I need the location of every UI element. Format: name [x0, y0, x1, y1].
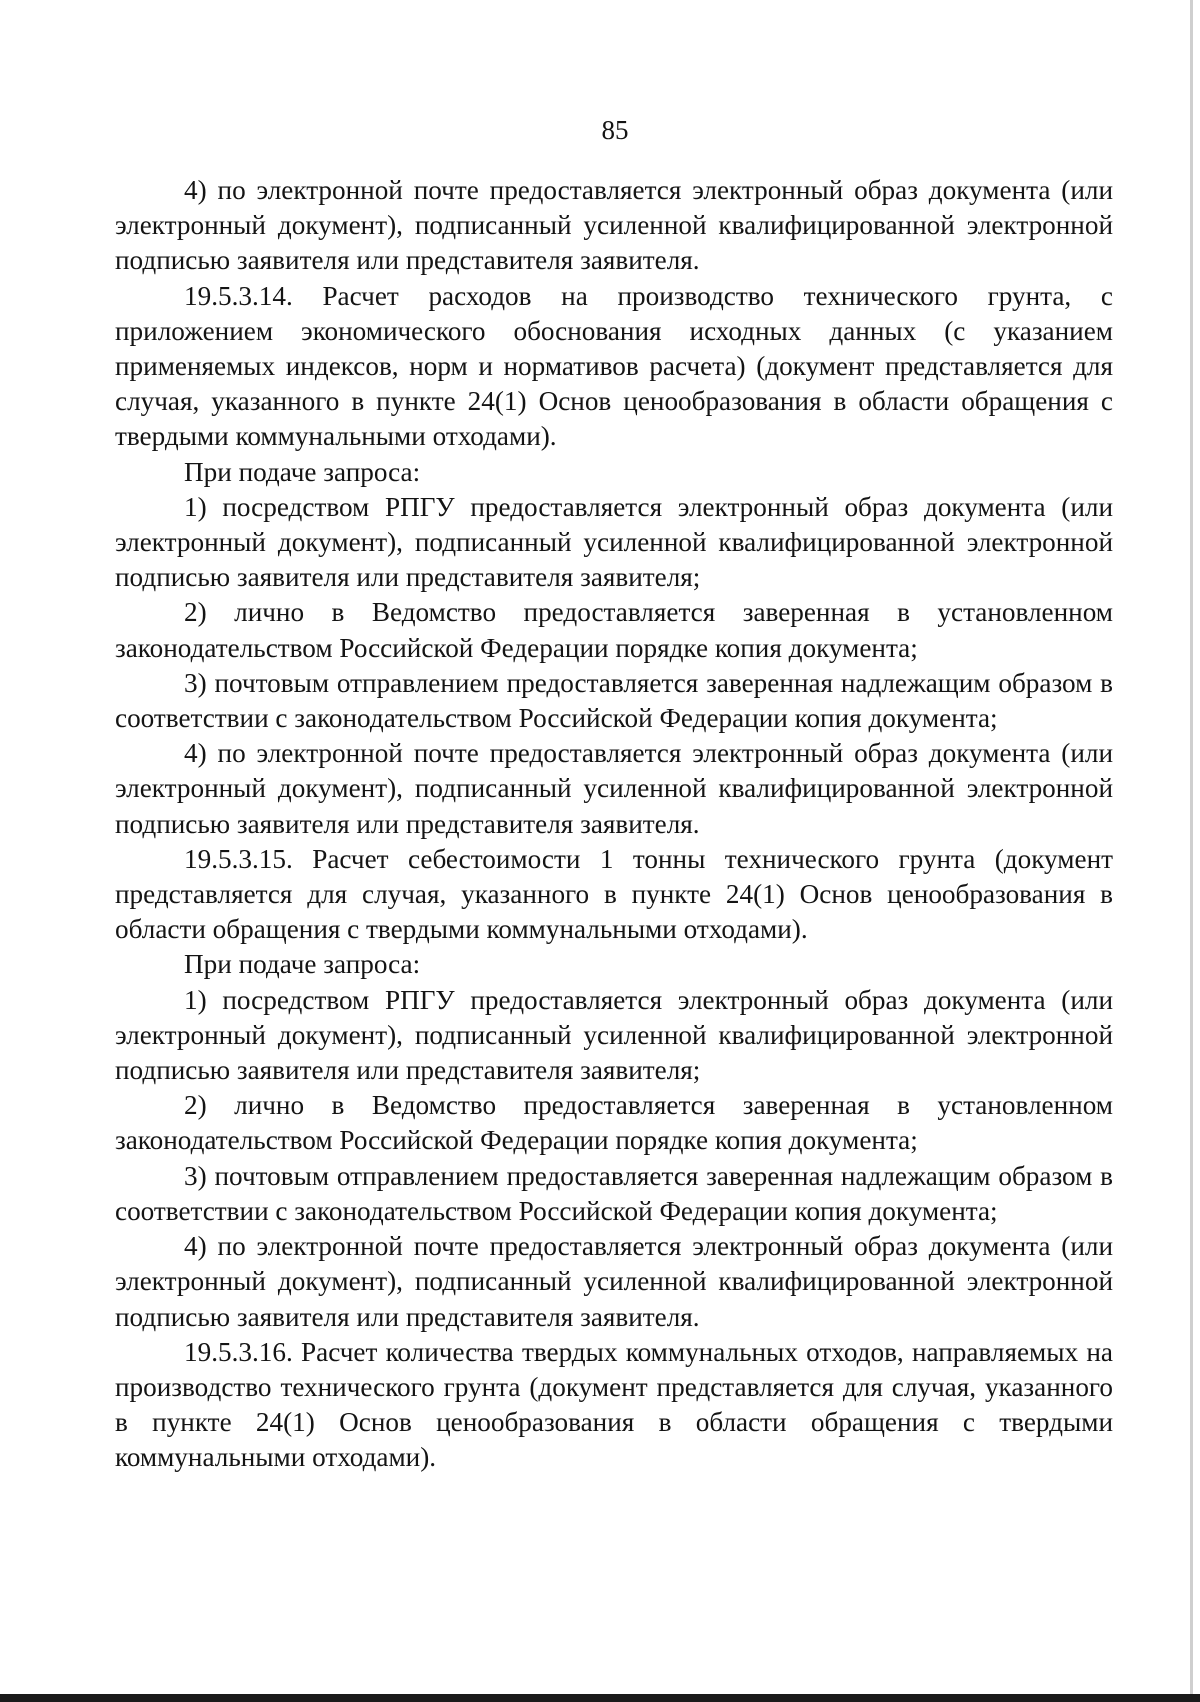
paragraph: 19.5.3.16. Расчет количества твердых коммунальных отходов, направляемых на производство технического грунта (документ представляется для случая, указанного в пункте 24(1) Основ ценообразования в области обращения с твердыми коммунальными отходами). [115, 1336, 1113, 1473]
paragraph: 4) по электронной почте предоставляется электронный образ документа (или электронный документ), подписанный усиленной квалифицированной электронной подписью заявителя или представителя заявителя. [115, 175, 1113, 276]
paragraph: 2) лично в Ведомство предоставляется заверенная в установленном законодательством Российской Федерации порядке копия документа; [115, 597, 1113, 663]
paragraph: 19.5.3.14. Расчет расходов на производство технического грунта, с приложением экономического обоснования исходных данных (с указанием применяемых индексов, норм и нормативов расчета) (документ представляется для случая, указанного в пункте 24(1) Основ ценообразования в области обращения с твердыми коммунальными отходами). [115, 280, 1113, 452]
scan-edge-right [1190, 0, 1193, 1702]
paragraph: При подаче запроса: [184, 456, 421, 487]
document-body [115, 173, 1113, 1476]
paragraph: 1) посредством РПГУ предоставляется электронный образ документа (или электронный документ), подписанный усиленной квалифицированной электронной подписью заявителя или представителя заявителя; [115, 491, 1113, 593]
paragraph: 19.5.3.15. Расчет себестоимости 1 тонны технического грунта (документ представляется для случая, указанного в пункте 24(1) Основ ценообразования в области обращения с твердыми коммунальными отходами). [115, 843, 1113, 945]
paragraph: При подаче запроса: [184, 949, 421, 980]
paragraph: 2) лично в Ведомство предоставляется заверенная в установленном законодательством Российской Федерации порядке копия документа; [115, 1090, 1113, 1156]
paragraph: 3) почтовым отправлением предоставляется заверенная надлежащим образом в соответствии с законодательством Российской Федерации копия документа; [115, 667, 1113, 734]
paragraph: 4) по электронной почте предоставляется электронный образ документа (или электронный документ), подписанный усиленной квалифицированной электронной подписью заявителя или представителя заявителя. [115, 738, 1113, 839]
paragraph: 4) по электронной почте предоставляется электронный образ документа (или электронный документ), подписанный усиленной квалифицированной электронной подписью заявителя или представителя заявителя. [115, 1231, 1113, 1332]
scan-edge-bottom [0, 1694, 1200, 1702]
paragraph: 1) посредством РПГУ предоставляется электронный образ документа (или электронный документ), подписанный усиленной квалифицированной электронной подписью заявителя или представителя заявителя; [115, 984, 1113, 1086]
paragraph: 3) почтовым отправлением предоставляется заверенная надлежащим образом в соответствии с законодательством Российской Федерации копия документа; [115, 1160, 1113, 1226]
page-number: 85 [601, 115, 629, 145]
